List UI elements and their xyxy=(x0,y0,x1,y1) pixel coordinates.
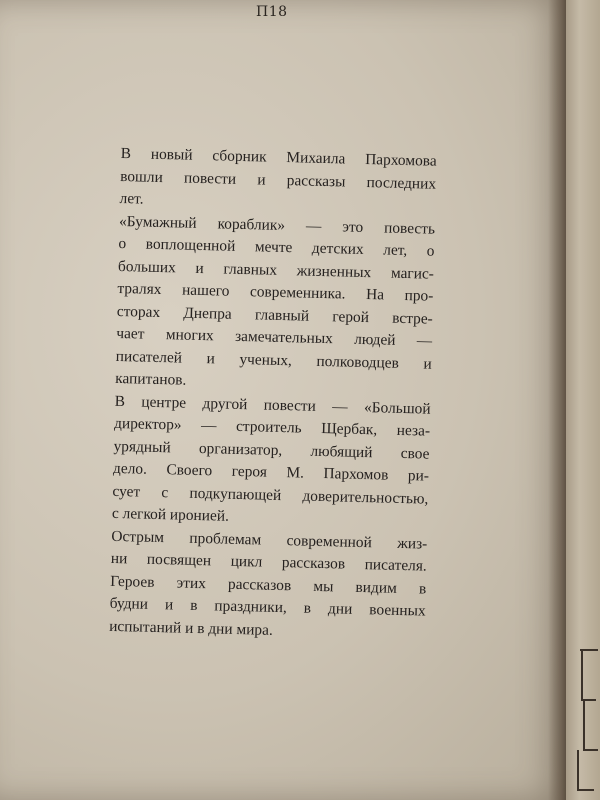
text-line: директор» — строитель Щербак, неза- xyxy=(113,414,431,440)
text-line: Острым проблемам современной жиз- xyxy=(111,527,428,553)
text-line: В новый сборник Михаила Пархомова xyxy=(120,144,437,170)
text-line: чает многих замечательных людей — xyxy=(116,324,433,350)
text-line: будни и в праздники, в дни военных xyxy=(109,594,426,620)
annotation-text xyxy=(109,143,437,646)
text-line: урядный организатор, любящий свое xyxy=(113,437,430,463)
text-line: испытаний и в дни мира. xyxy=(108,617,274,639)
text-line: В центре другой повести — «Большой xyxy=(114,392,431,418)
text-line: с легкой иронией. xyxy=(111,504,230,525)
text-line: больших и главных жизненных магис- xyxy=(117,257,435,283)
text-line: Героев этих рассказов мы видим в xyxy=(110,572,427,598)
page-folio: П18 xyxy=(256,4,288,20)
text-line: писателей и ученых, полководцев и xyxy=(115,347,432,373)
adjacent-page-ornament xyxy=(570,640,600,800)
text-line: сует с подкупающей доверительностью, xyxy=(112,482,429,508)
text-line: сторах Днепра главный герой встре- xyxy=(116,302,434,328)
text-line: о воплощенной мечте детских лет, о xyxy=(118,234,435,260)
text-line: ни посвящен цикл рассказов писателя. xyxy=(110,549,427,575)
text-line: дело. Своего героя М. Пархомов ри- xyxy=(112,459,430,485)
text-line: лет. xyxy=(119,189,144,208)
text-line: вошли повести и рассказы последних xyxy=(119,167,437,193)
text-line: капитанов. xyxy=(115,369,187,389)
text-line: тралях нашего современника. На про- xyxy=(117,279,434,305)
text-line: «Бумажный кораблик» — это повесть xyxy=(118,212,436,238)
